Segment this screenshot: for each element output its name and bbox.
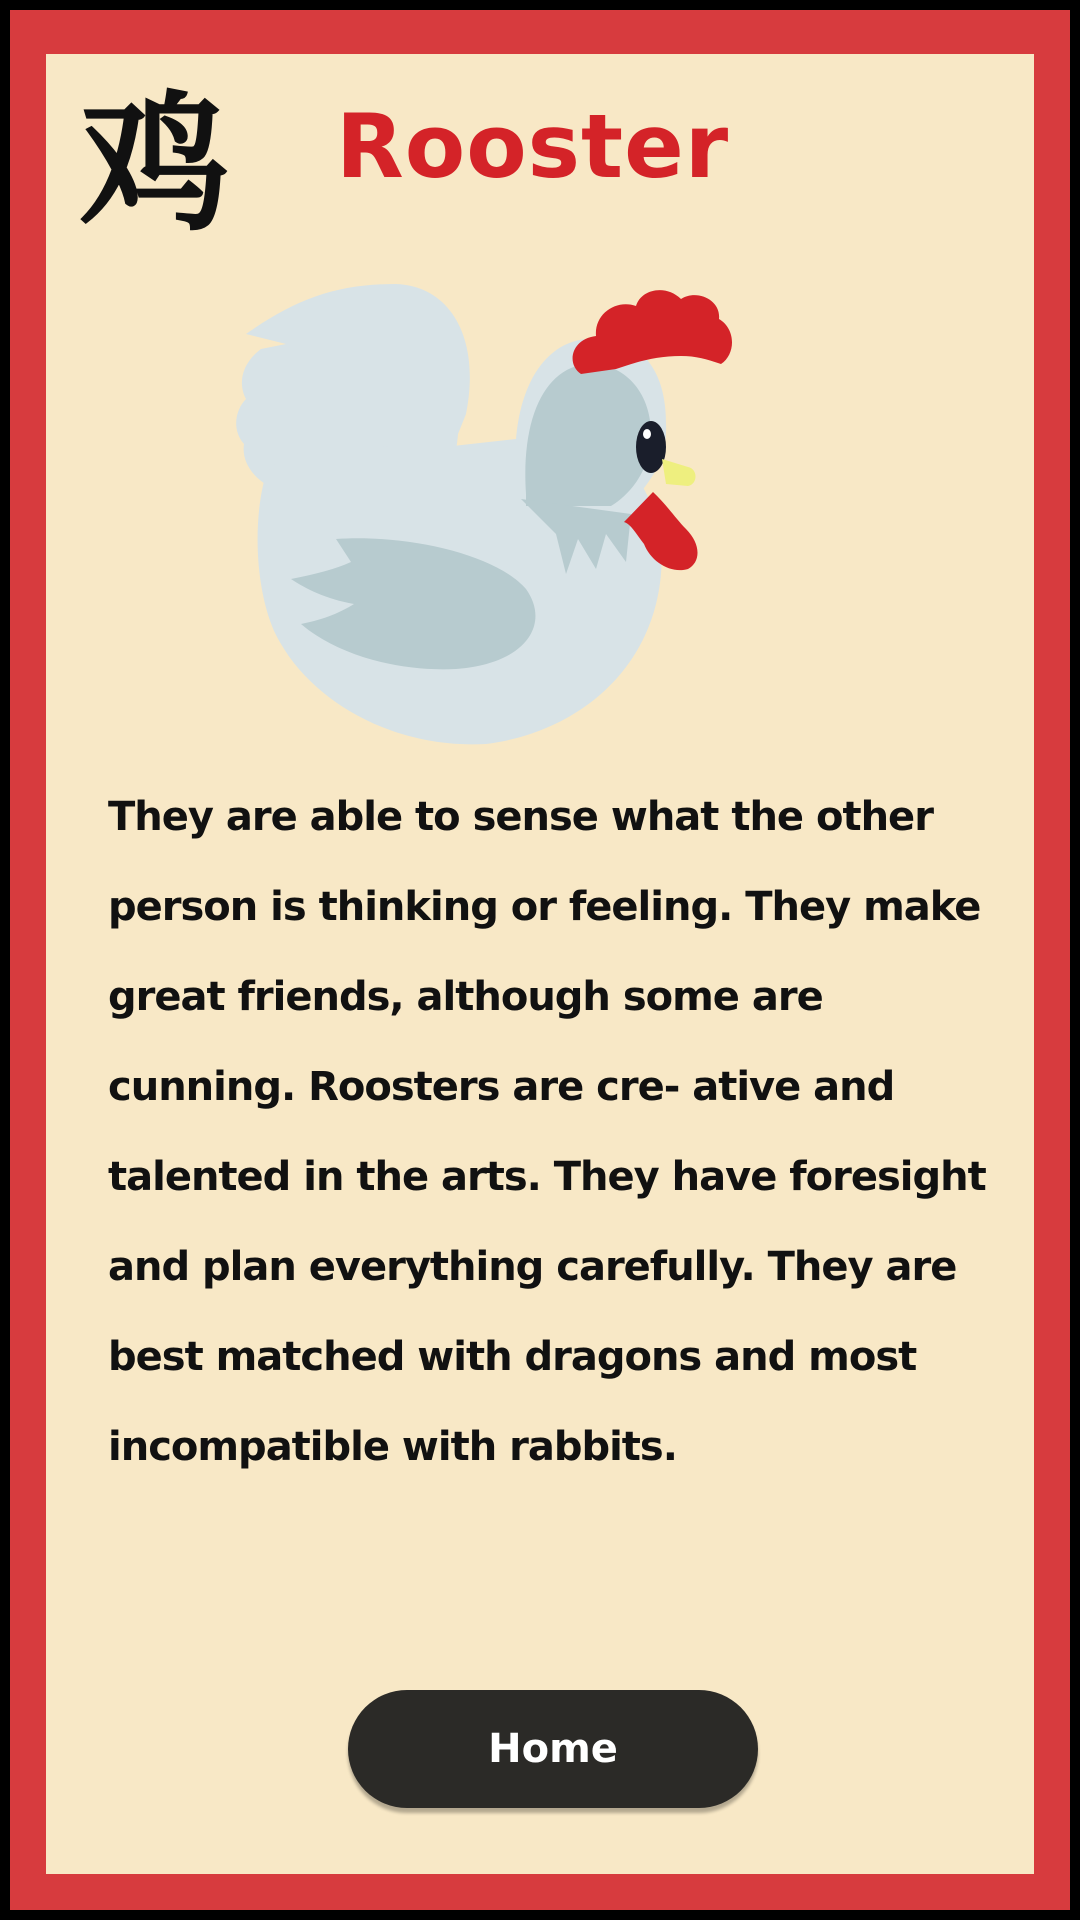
rooster-icon	[226, 244, 816, 764]
rooster-beak	[662, 459, 696, 486]
red-border-frame	[10, 10, 1070, 1910]
home-button[interactable]: Home	[348, 1690, 758, 1808]
zodiac-description: They are able to sense what the other person is thinking or feeling. They make great friends, although some are cunning. Roosters are cre- ative and talented in the arts. They have foresight and plan everything carefully. They are best matched with dragons and most incompatible with rabbits.	[108, 794, 986, 1470]
zodiac-character: 鸡	[80, 78, 231, 252]
zodiac-card	[46, 54, 1034, 1874]
page-title: Rooster	[336, 95, 730, 198]
rooster-eye	[636, 421, 666, 473]
rooster-comb	[573, 290, 732, 374]
